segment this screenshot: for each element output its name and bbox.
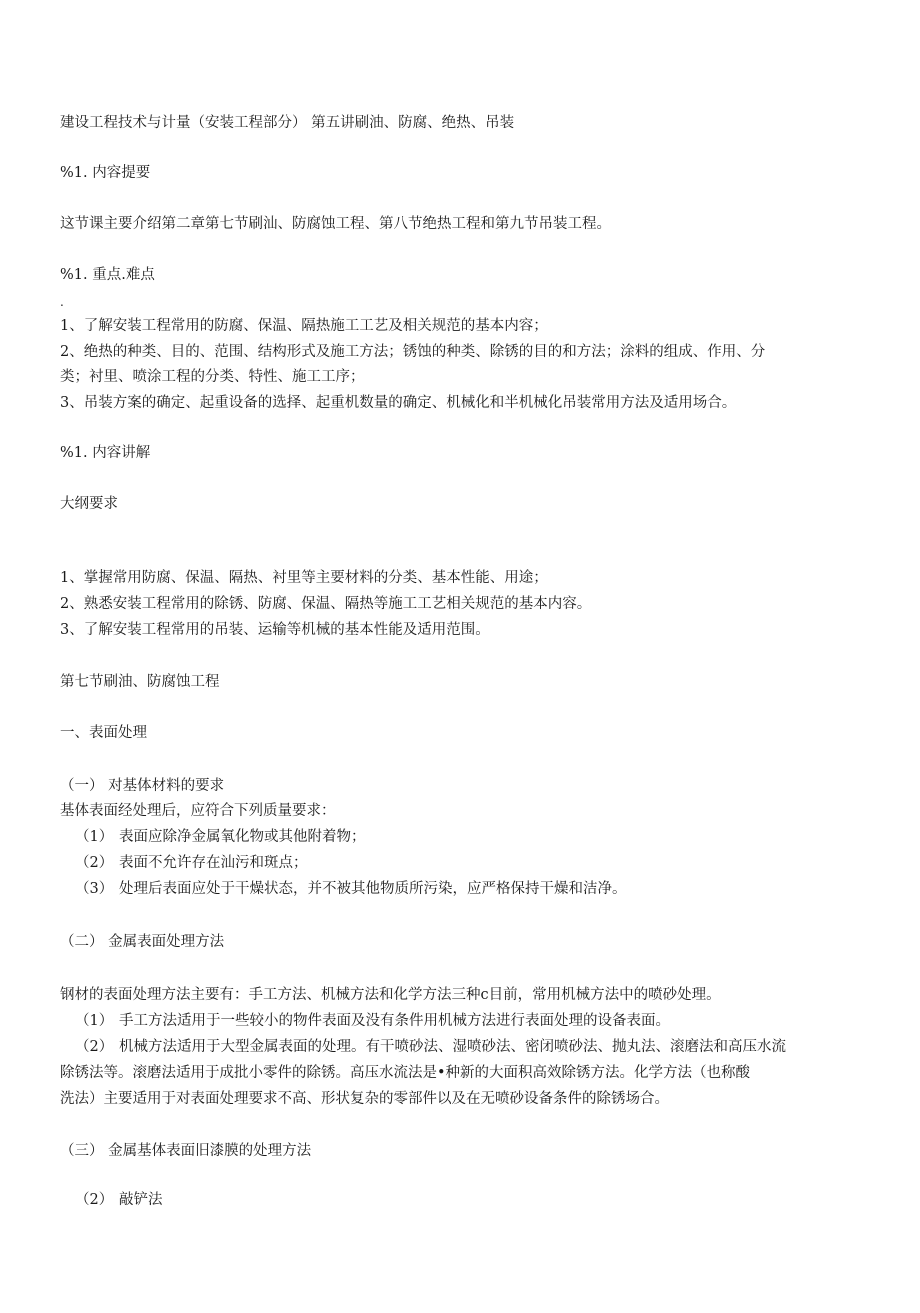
keypoint-item: 3、吊装方案的确定、起重设备的选择、起重机数量的确定、机械化和半机械化吊装常用方法及适用场合。 (60, 395, 737, 411)
content-heading: %1. 内容讲解 (60, 445, 151, 461)
sub2-item (75, 1037, 786, 1057)
sub1-item (75, 827, 366, 847)
item-text: 敲铲法 (119, 1192, 163, 1208)
document-title: 建设工程技术与计量（安装工程部分） 第五讲刷油、防腐、绝热、吊装 (60, 115, 515, 131)
item-number: （2） (75, 1039, 114, 1055)
outline-item: 3、了解安装工程常用的吊装、运输等机械的基本性能及适用范围。 (60, 622, 490, 638)
sub1-heading: （一） 对基体材料的要求 (60, 778, 225, 794)
sub3-heading: （三） 金属基体表面旧漆膜的处理方法 (60, 1143, 312, 1159)
summary-text: 这节课主要介绍第二章第七节刷汕、防腐蚀工程、第八节绝热工程和第九节吊装工程。 (60, 216, 611, 232)
section7-heading: 第七节刷油、防腐蚀工程 (60, 674, 220, 690)
item-number: （1） (75, 829, 114, 845)
item-text: 表面应除净金属氧化物或其他附着物； (119, 829, 366, 845)
item-text: 手工方法适用于一些较小的物件表面及没有条件用机械方法进行表面处理的设备表面。 (119, 1013, 670, 1029)
sub1-intro: 基体表面经处理后，应符合下列质量要求： (60, 803, 336, 819)
keypoints-heading: %1. 重点.难点 (60, 267, 155, 283)
sub3-item (75, 1190, 163, 1210)
sub1-item (75, 853, 308, 873)
part1-heading: 一、表面处理 (60, 725, 147, 741)
item-text: 处理后表面应处于干燥状态，并不被其他物质所污染，应严格保持干燥和洁净。 (119, 881, 627, 897)
keypoints-dot: . (60, 295, 64, 309)
sub2-intro: 钢材的表面处理方法主要有：手工方法、机械方法和化学方法三种c目前，常用机械方法中的喷砂处理。 (60, 987, 721, 1003)
item-number: （2） (75, 855, 114, 871)
summary-heading: %1. 内容提要 (60, 165, 151, 181)
outline-heading: 大纲要求 (60, 496, 118, 512)
outline-item: 1、掌握常用防腐、保温、隔热、衬里等主要材料的分类、基本性能、用途； (60, 570, 548, 586)
item-text: 表面不允许存在汕污和斑点； (119, 855, 308, 871)
sub1-item (75, 879, 627, 899)
sub2-item-continuation: 除锈法等。滚磨法适用于成批小零件的除锈。高压水流法是•种新的大面积高效除锈方法。化学方法（也称酸 (60, 1065, 751, 1081)
sub2-item (75, 1011, 670, 1031)
keypoint-item-continuation: 类；衬里、喷涂工程的分类、特性、施工工序； (60, 369, 365, 385)
keypoint-item: 1、了解安装工程常用的防腐、保温、隔热施工工艺及相关规范的基本内容； (60, 318, 548, 334)
item-text: 机械方法适用于大型金属表面的处理。有干喷砂法、湿喷砂法、密闭喷砂法、抛丸法、滚磨法和高压水流 (119, 1039, 786, 1055)
sub2-item-continuation: 洗法）主要适用于对表面处理要求不高、形状复杂的零部件以及在无喷砂设备条件的除锈场合。 (60, 1091, 669, 1107)
outline-item: 2、熟悉安装工程常用的除锈、防腐、保温、隔热等施工工艺相关规范的基本内容。 (60, 596, 592, 612)
item-number: （1） (75, 1013, 114, 1029)
item-number: （3） (75, 881, 114, 897)
keypoint-item: 2、绝热的种类、目的、范围、结构形式及施工方法；锈蚀的种类、除锈的目的和方法；涂料的组成、作用、分 (60, 344, 766, 360)
sub2-heading: （二） 金属表面处理方法 (60, 934, 225, 950)
item-number: （2） (75, 1192, 114, 1208)
